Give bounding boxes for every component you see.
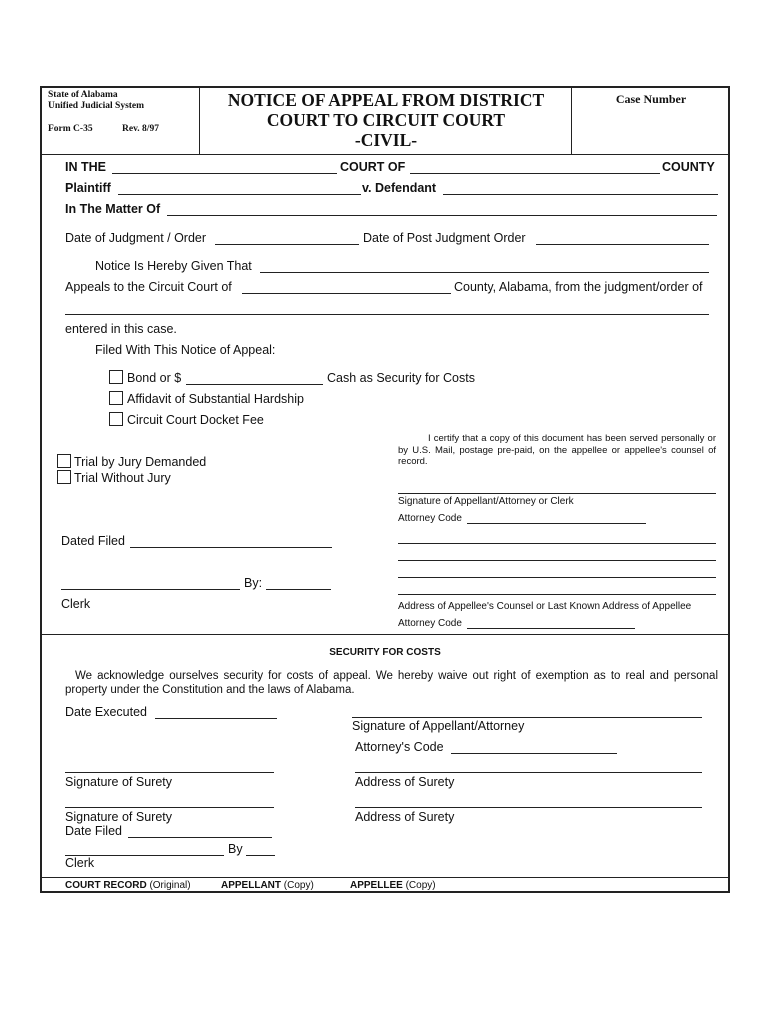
attorney-code-field[interactable] <box>467 523 646 524</box>
appellant-copy-note: (Copy) <box>283 880 314 891</box>
county-alabama-label: County, Alabama, from the judgment/order of <box>454 280 703 294</box>
jury-trial-checkbox[interactable] <box>57 454 71 468</box>
header-bottom-rule <box>41 154 729 155</box>
notice-given-label: Notice Is Hereby Given That <box>95 259 252 273</box>
surety-1-signature-label: Signature of Surety <box>65 775 173 789</box>
surety-2-signature-line[interactable] <box>65 807 274 808</box>
footer-court-record <box>65 880 191 891</box>
certificate-signature-line[interactable] <box>398 493 716 494</box>
appellee-address-label: Address of Appellee's Counsel or Last Known Address of Appellee <box>398 601 692 612</box>
court-name-field[interactable] <box>112 173 337 174</box>
county-name-field[interactable] <box>410 173 660 174</box>
defendant-label: v. Defendant <box>362 181 437 195</box>
date-filed-label: Date Filed <box>65 824 122 838</box>
filing-by-field[interactable] <box>266 589 331 590</box>
form-number: Form C-35 <box>48 124 93 134</box>
system-label: Unified Judicial System <box>48 101 145 111</box>
appeals-to-label: Appeals to the Circuit Court of <box>65 280 232 294</box>
jury-trial-label: Trial by Jury Demanded <box>74 455 207 469</box>
service-certificate: I certify that a copy of this document has been served personally or by U.S. Mail, postage pre-paid, on the appellee or appellee's counsel of record. <box>398 433 716 467</box>
revision: Rev. 8/97 <box>122 124 159 134</box>
affidavit-label: Affidavit of Substantial Hardship <box>127 392 304 406</box>
plaintiff-label: Plaintiff <box>65 181 111 195</box>
appellant-copy-label: APPELLANT <box>221 880 281 891</box>
matter-of-label: In The Matter Of <box>65 202 161 216</box>
appellant-name-field[interactable] <box>260 272 709 273</box>
date-judgment-field[interactable] <box>215 244 359 245</box>
date-filed-field[interactable] <box>128 837 272 838</box>
dated-filed-field[interactable] <box>130 547 332 548</box>
attorneys-code-label: Attorney's Code <box>355 740 444 754</box>
docket-fee-label: Circuit Court Docket Fee <box>127 413 264 427</box>
appellee-address-line-2[interactable] <box>398 560 716 561</box>
footer-appellant <box>221 880 314 891</box>
surety-1-signature-line[interactable] <box>65 772 274 773</box>
affidavit-checkbox[interactable] <box>109 391 123 405</box>
surety-1-address-line[interactable] <box>355 772 702 773</box>
appellant-signature-line[interactable] <box>352 717 702 718</box>
certificate-signature-label: Signature of Appellant/Attorney or Clerk <box>398 496 574 507</box>
judgment-of-field[interactable] <box>65 314 709 315</box>
court-record-copy: (Original) <box>149 880 191 891</box>
filed-with-label: Filed With This Notice of Appeal: <box>95 343 276 357</box>
in-the-label: IN THE <box>65 160 106 174</box>
defendant-field[interactable] <box>443 194 718 195</box>
plaintiff-field[interactable] <box>118 194 361 195</box>
bond-amount-field[interactable] <box>186 384 323 385</box>
security-heading: SECURITY FOR COSTS <box>329 647 441 658</box>
attorney-code-label: Attorney Code <box>398 513 462 524</box>
date-executed-label: Date Executed <box>65 705 147 719</box>
security-by-label: By <box>228 842 243 856</box>
state-label: State of Alabama <box>48 90 118 100</box>
non-jury-trial-checkbox[interactable] <box>57 470 71 484</box>
security-clerk-label: Clerk <box>65 856 95 870</box>
appellee-address-line-3[interactable] <box>398 577 716 578</box>
bond-checkbox[interactable] <box>109 370 123 384</box>
county-label: COUNTY <box>662 160 715 174</box>
attorney-code-2-label: Attorney Code <box>398 618 462 629</box>
circuit-county-field[interactable] <box>242 293 451 294</box>
case-number-label: Case Number <box>615 92 687 106</box>
appellee-address-line-1[interactable] <box>398 543 716 544</box>
attorneys-code-field[interactable] <box>451 753 617 754</box>
appellee-address-line-4[interactable] <box>398 594 716 595</box>
date-post-judgment-label: Date of Post Judgment Order <box>363 231 526 245</box>
header-divider-left <box>199 87 200 154</box>
date-executed-field[interactable] <box>155 718 277 719</box>
appellant-signature-label: Signature of Appellant/Attorney <box>352 719 525 733</box>
security-by-field[interactable] <box>246 855 275 856</box>
appellee-copy-label: APPELLEE <box>350 880 403 891</box>
cash-security-label: Cash as Security for Costs <box>327 371 475 385</box>
surety-1-address-label: Address of Surety <box>355 775 455 789</box>
form-title-line3: -CIVIL- <box>354 130 418 150</box>
bond-label: Bond or $ <box>127 371 182 385</box>
dated-filed-label: Dated Filed <box>61 534 125 548</box>
non-jury-trial-label: Trial Without Jury <box>74 471 171 485</box>
surety-2-address-label: Address of Surety <box>355 810 455 824</box>
date-post-judgment-field[interactable] <box>536 244 709 245</box>
appellee-copy-note: (Copy) <box>405 880 436 891</box>
date-judgment-label: Date of Judgment / Order <box>65 231 207 245</box>
entered-label: entered in this case. <box>65 322 177 336</box>
clerk-label: Clerk <box>61 597 91 611</box>
form-title-line1: NOTICE OF APPEAL FROM DISTRICT <box>227 90 545 110</box>
clerk-signature-field[interactable] <box>61 589 240 590</box>
security-acknowledgement: We acknowledge ourselves security for costs of appeal. We hereby waive out right of exemption as to real and personal property under the Constitution and the laws of Alabama. <box>65 670 718 696</box>
header-divider-right <box>571 87 572 154</box>
surety-2-address-line[interactable] <box>355 807 702 808</box>
docket-fee-checkbox[interactable] <box>109 412 123 426</box>
court-record-label: COURT RECORD <box>65 880 147 891</box>
attorney-code-2-field[interactable] <box>467 628 635 629</box>
court-of-label: COURT OF <box>340 160 406 174</box>
section-divider <box>41 634 729 635</box>
matter-of-field[interactable] <box>167 215 717 216</box>
footer-rule <box>41 877 729 878</box>
form-title-line2: COURT TO CIRCUIT COURT <box>266 110 506 130</box>
filing-by-label: By: <box>244 576 263 590</box>
footer-appellee <box>350 880 436 891</box>
surety-2-signature-label: Signature of Surety <box>65 810 173 824</box>
